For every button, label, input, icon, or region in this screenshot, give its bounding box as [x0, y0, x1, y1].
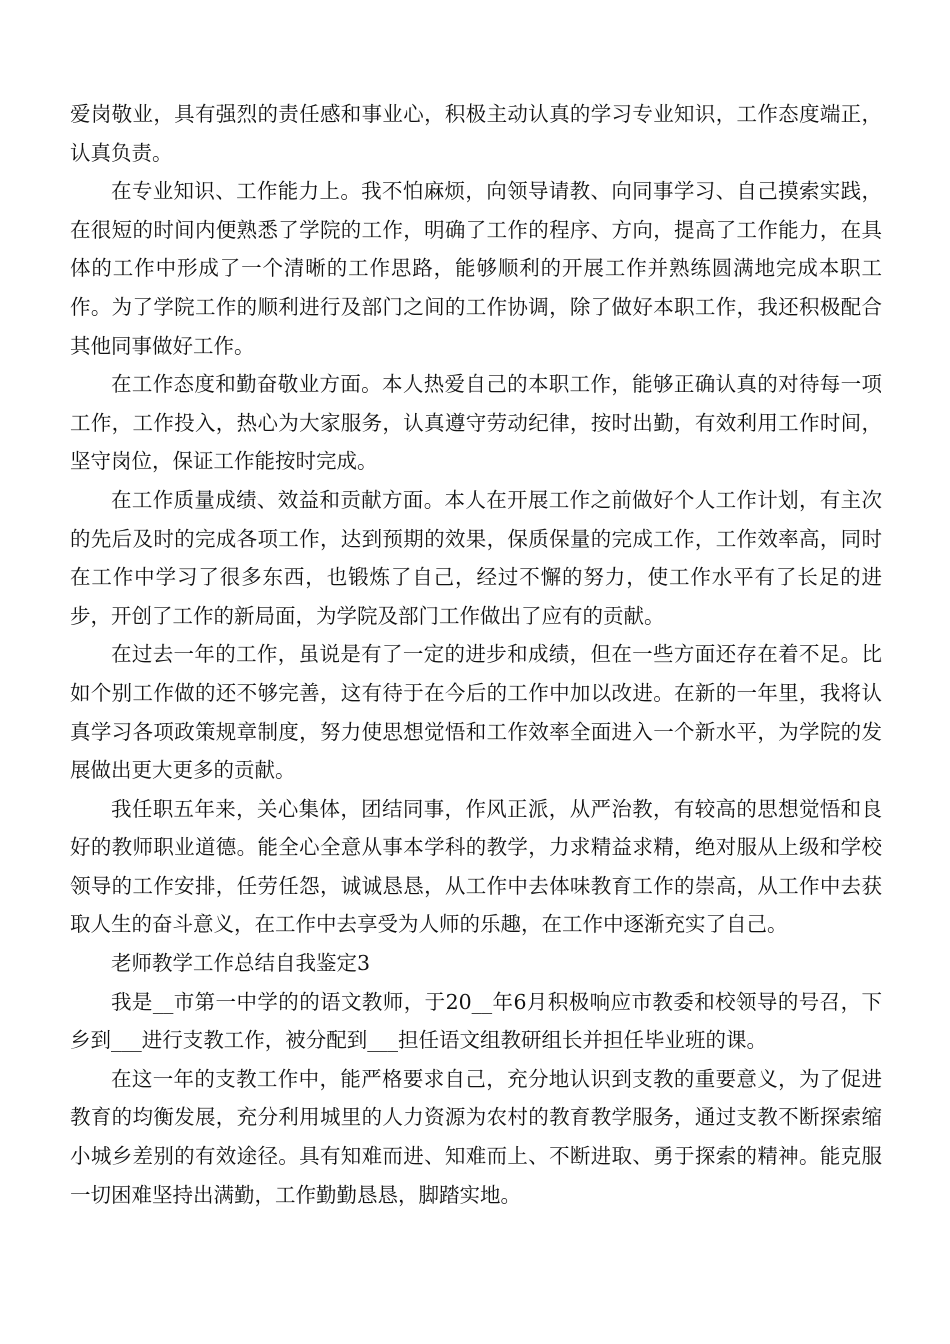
- paragraph-professional-ability: 在专业知识、工作能力上。我不怕麻烦，向领导请教、向同事学习、自己摸索实践，在很短的时间内便熟悉了学院的工作，明确了工作的程序、方向，提高了工作能力，在具体的工作中形成了一个清晰的工作思路，能够顺利的开展工作并熟练圆满地完成本职工作。为了学院工作的顺利进行及部门之间的工作协调，除了做好本职工作，我还积极配合其他同事做好工作。: [70, 179, 882, 358]
- paragraph-five-years: 我任职五年来，关心集体，团结同事，作风正派，从严治教，有较高的思想觉悟和良好的教师职业道德。能全心全意从事本学科的教学，力求精益求精，绝对服从上级和学校领导的工作安排，任劳任怨，诚诚恳恳，从工作中去体味教育工作的崇高，从工作中去获取人生的奋斗意义，在工作中去享受为人师的乐趣，在工作中逐渐充实了自己。: [70, 796, 882, 937]
- paragraph-work-quality: 在工作质量成绩、效益和贡献方面。本人在开展工作之前做好个人工作计划，有主次的先后及时的完成各项工作，达到预期的效果，保质保量的完成工作，工作效率高，同时在工作中学习了很多东西，也锻炼了自己，经过不懈的努力，使工作水平有了长足的进步，开创了工作的新局面，为学院及部门工作做出了应有的贡献。: [70, 487, 882, 628]
- document-body: [70, 95, 882, 1214]
- paragraph-continued: 爱岗敬业，具有强烈的责任感和事业心，积极主动认真的学习专业知识，工作态度端正，认真负责。: [70, 102, 882, 165]
- paragraph-work-attitude: 在工作态度和勤奋敬业方面。本人热爱自己的本职工作，能够正确认真的对待每一项工作，工作投入，热心为大家服务，认真遵守劳动纪律，按时出勤，有效利用工作时间，坚守岗位，保证工作能按时完成。: [70, 372, 882, 474]
- section-heading: 老师教学工作总结自我鉴定3: [111, 951, 371, 976]
- paragraph-introduction: 我是__市第一中学的的语文教师，于20__年6月积极响应市教委和校领导的号召，下乡到___进行支教工作，被分配到___担任语文组教研组长并担任毕业班的课。: [70, 989, 882, 1053]
- paragraph-past-year: 在过去一年的工作，虽说是有了一定的进步和成绩，但在一些方面还存在着不足。比如个别工作做的还不够完善，这有待于在今后的工作中加以改进。在新的一年里，我将认真学习各项政策规章制度，努力使思想觉悟和工作效率全面进入一个新水平，为学院的发展做出更大更多的贡献。: [70, 642, 882, 783]
- paragraph-support-teaching: 在这一年的支教工作中，能严格要求自己，充分地认识到支教的重要意义，为了促进教育的均衡发展，充分利用城里的人力资源为农村的教育教学服务，通过支教不断探索缩小城乡差别的有效途径。具有知难而进、知难而上、不断进取、勇于探索的精神。能克服一切困难坚持出满勤，工作勤勤恳恳，脚踏实地。: [70, 1066, 882, 1207]
